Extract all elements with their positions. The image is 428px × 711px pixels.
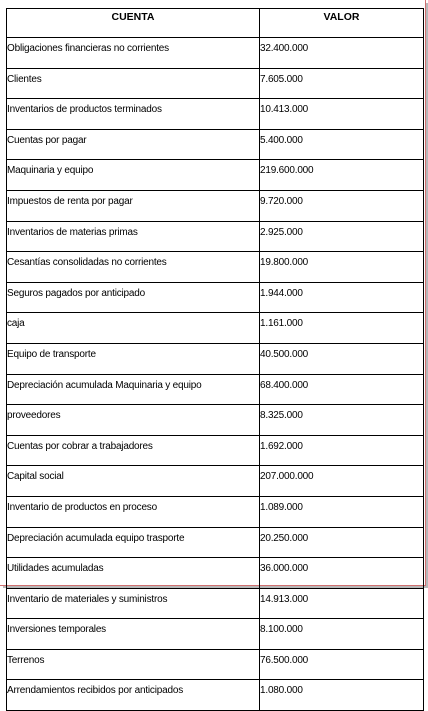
cell-cuenta: caja: [7, 313, 260, 344]
cell-cuenta: Inventario de productos en proceso: [7, 496, 260, 527]
table-row: [7, 435, 424, 466]
table-row: [7, 527, 424, 558]
cell-valor: 1.080.000: [260, 680, 424, 711]
cell-cuenta: proveedores: [7, 405, 260, 436]
cell-valor: 1.692.000: [260, 435, 424, 466]
cell-valor: 7.605.000: [260, 68, 424, 99]
cell-valor: 219.600.000: [260, 160, 424, 191]
table-row: [7, 649, 424, 680]
cell-cuenta: Maquinaria y equipo: [7, 160, 260, 191]
table-row: [7, 558, 424, 589]
cell-cuenta: Seguros pagados por anticipado: [7, 282, 260, 313]
cell-valor: 9.720.000: [260, 190, 424, 221]
cell-valor: 10.413.000: [260, 99, 424, 130]
column-header-cuenta: CUENTA: [7, 9, 260, 38]
cell-cuenta: Terrenos: [7, 649, 260, 680]
cell-cuenta: Cuentas por pagar: [7, 129, 260, 160]
cell-cuenta: Cesantías consolidadas no corrientes: [7, 252, 260, 283]
cell-valor: 36.000.000: [260, 558, 424, 589]
cell-cuenta: Inventario de materiales y suministros: [7, 588, 260, 619]
cell-cuenta: Obligaciones financieras no corrientes: [7, 38, 260, 69]
table-row: [7, 282, 424, 313]
table-row: [7, 99, 424, 130]
table-row: [7, 252, 424, 283]
table-row: [7, 313, 424, 344]
table-row: [7, 619, 424, 650]
cell-cuenta: Inventarios de productos terminados: [7, 99, 260, 130]
table-row: [7, 221, 424, 252]
table-row: [7, 588, 424, 619]
cell-cuenta: Utilidades acumuladas: [7, 558, 260, 589]
cell-cuenta: Impuestos de renta por pagar: [7, 190, 260, 221]
cell-cuenta: Arrendamientos recibidos por anticipados: [7, 680, 260, 711]
column-header-valor: VALOR: [260, 9, 424, 38]
cell-valor: 8.325.000: [260, 405, 424, 436]
cell-cuenta: Inventarios de materias primas: [7, 221, 260, 252]
cell-cuenta: Equipo de transporte: [7, 343, 260, 374]
table-row: [7, 160, 424, 191]
cell-valor: 19.800.000: [260, 252, 424, 283]
cell-valor: 1.161.000: [260, 313, 424, 344]
table-body: [7, 38, 424, 711]
cell-cuenta: Clientes: [7, 68, 260, 99]
cell-valor: 2.925.000: [260, 221, 424, 252]
table-row: [7, 680, 424, 711]
table-row: [7, 374, 424, 405]
accounts-table: [6, 8, 424, 711]
table-row: [7, 405, 424, 436]
cell-valor: 207.000.000: [260, 466, 424, 497]
table-row: [7, 38, 424, 69]
cell-valor: 8.100.000: [260, 619, 424, 650]
table-row: [7, 190, 424, 221]
table-row: [7, 496, 424, 527]
cell-valor: 1.089.000: [260, 496, 424, 527]
cell-cuenta: Inversiones temporales: [7, 619, 260, 650]
cell-cuenta: Capital social: [7, 466, 260, 497]
cell-valor: 40.500.000: [260, 343, 424, 374]
cell-valor: 1.944.000: [260, 282, 424, 313]
table-row: [7, 129, 424, 160]
cell-cuenta: Depreciación acumulada Maquinaria y equipo: [7, 374, 260, 405]
cell-cuenta: Cuentas por cobrar a trabajadores: [7, 435, 260, 466]
table-row: [7, 466, 424, 497]
cell-valor: 20.250.000: [260, 527, 424, 558]
cell-cuenta: Depreciación acumulada equipo trasporte: [7, 527, 260, 558]
table-row: [7, 68, 424, 99]
cell-valor: 14.913.000: [260, 588, 424, 619]
cell-valor: 68.400.000: [260, 374, 424, 405]
table-header-row: [7, 9, 424, 38]
cell-valor: 5.400.000: [260, 129, 424, 160]
table-row: [7, 343, 424, 374]
cell-valor: 32.400.000: [260, 38, 424, 69]
cell-valor: 76.500.000: [260, 649, 424, 680]
